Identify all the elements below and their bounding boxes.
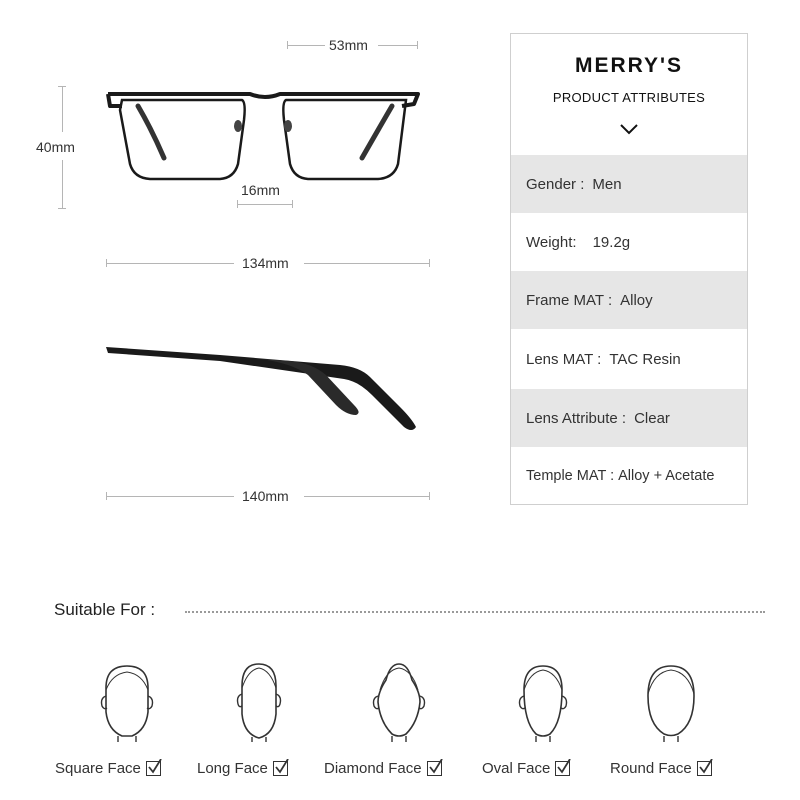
attribute-value: Men — [592, 175, 622, 193]
face-option-oval — [482, 760, 570, 777]
lens-width-line-left — [287, 45, 325, 46]
lens-height-line-top — [62, 86, 63, 132]
product-attributes-panel — [510, 33, 748, 505]
bridge-tick-left — [237, 200, 238, 208]
face-label-text: Oval Face — [482, 760, 551, 777]
temple-length-tick-right — [429, 492, 430, 500]
square-face-icon — [92, 660, 162, 742]
temple-length-label: 140mm — [242, 488, 289, 504]
attribute-key: Gender : — [526, 175, 585, 193]
attribute-key: Lens Attribute : — [526, 409, 627, 427]
face-label-text: Long Face — [197, 760, 268, 777]
frame-width-line-right — [304, 263, 430, 264]
frame-width-label: 134mm — [242, 255, 289, 271]
attribute-value: 19.2g — [592, 233, 631, 251]
face-label-text: Square Face — [55, 760, 141, 777]
lens-height-tick-top — [58, 86, 66, 87]
long-face-icon — [224, 660, 294, 742]
attribute-row-temple-mat — [511, 447, 747, 505]
lens-height-label: 40mm — [36, 139, 75, 155]
glasses-front-icon — [100, 80, 430, 190]
attribute-key: Weight: — [526, 233, 577, 251]
face-option-long — [197, 760, 288, 777]
frame-width-tick-right — [429, 259, 430, 267]
attribute-value: Alloy + Acetate — [618, 468, 715, 484]
lens-height-line-bottom — [62, 160, 63, 208]
attribute-row-weight — [511, 213, 747, 271]
lens-height-tick-bottom — [58, 208, 66, 209]
lens-width-tick-left — [287, 41, 288, 49]
temple-length-line-left — [106, 496, 234, 497]
suitable-for-title: Suitable For : — [54, 600, 156, 619]
dotted-divider — [185, 611, 765, 613]
bridge-tick-right — [292, 200, 293, 208]
attribute-row-lens-attribute — [511, 389, 747, 447]
face-option-diamond — [324, 760, 442, 777]
attribute-value: TAC Resin — [609, 350, 681, 368]
checkbox-icon — [146, 761, 161, 776]
oval-face-icon — [508, 660, 578, 742]
bridge-line — [237, 204, 293, 205]
temple-length-tick-left — [106, 492, 107, 500]
panel-subtitle: PRODUCT ATTRIBUTES — [552, 90, 706, 105]
chevron-down-icon — [618, 122, 640, 136]
checkbox-icon — [273, 761, 288, 776]
face-option-square — [55, 760, 161, 777]
lens-width-tick-right — [417, 41, 418, 49]
temple-length-line-right — [304, 496, 430, 497]
frame-width-line-left — [106, 263, 234, 264]
attribute-value: Clear — [634, 409, 670, 427]
attribute-value: Alloy — [620, 291, 653, 309]
bridge-label: 16mm — [241, 182, 280, 198]
face-label-text: Round Face — [610, 760, 692, 777]
checkbox-icon — [555, 761, 570, 776]
attribute-row-lens-mat — [511, 330, 747, 388]
diamond-face-icon — [364, 660, 434, 742]
attribute-row-frame-mat — [511, 271, 747, 329]
face-option-round — [610, 760, 712, 777]
attribute-key: Temple MAT : — [526, 468, 615, 484]
round-face-icon — [636, 660, 706, 742]
checkbox-icon — [427, 761, 442, 776]
brand-logo: MERRY'S — [574, 54, 684, 77]
face-label-text: Diamond Face — [324, 760, 422, 777]
lens-width-label: 53mm — [329, 37, 368, 53]
attribute-key: Lens MAT : — [526, 350, 602, 368]
attribute-row-gender — [511, 155, 747, 213]
checkbox-icon — [697, 761, 712, 776]
frame-width-tick-left — [106, 259, 107, 267]
attribute-key: Frame MAT : — [526, 291, 613, 309]
lens-width-line-right — [378, 45, 418, 46]
glasses-side-icon — [100, 335, 430, 445]
